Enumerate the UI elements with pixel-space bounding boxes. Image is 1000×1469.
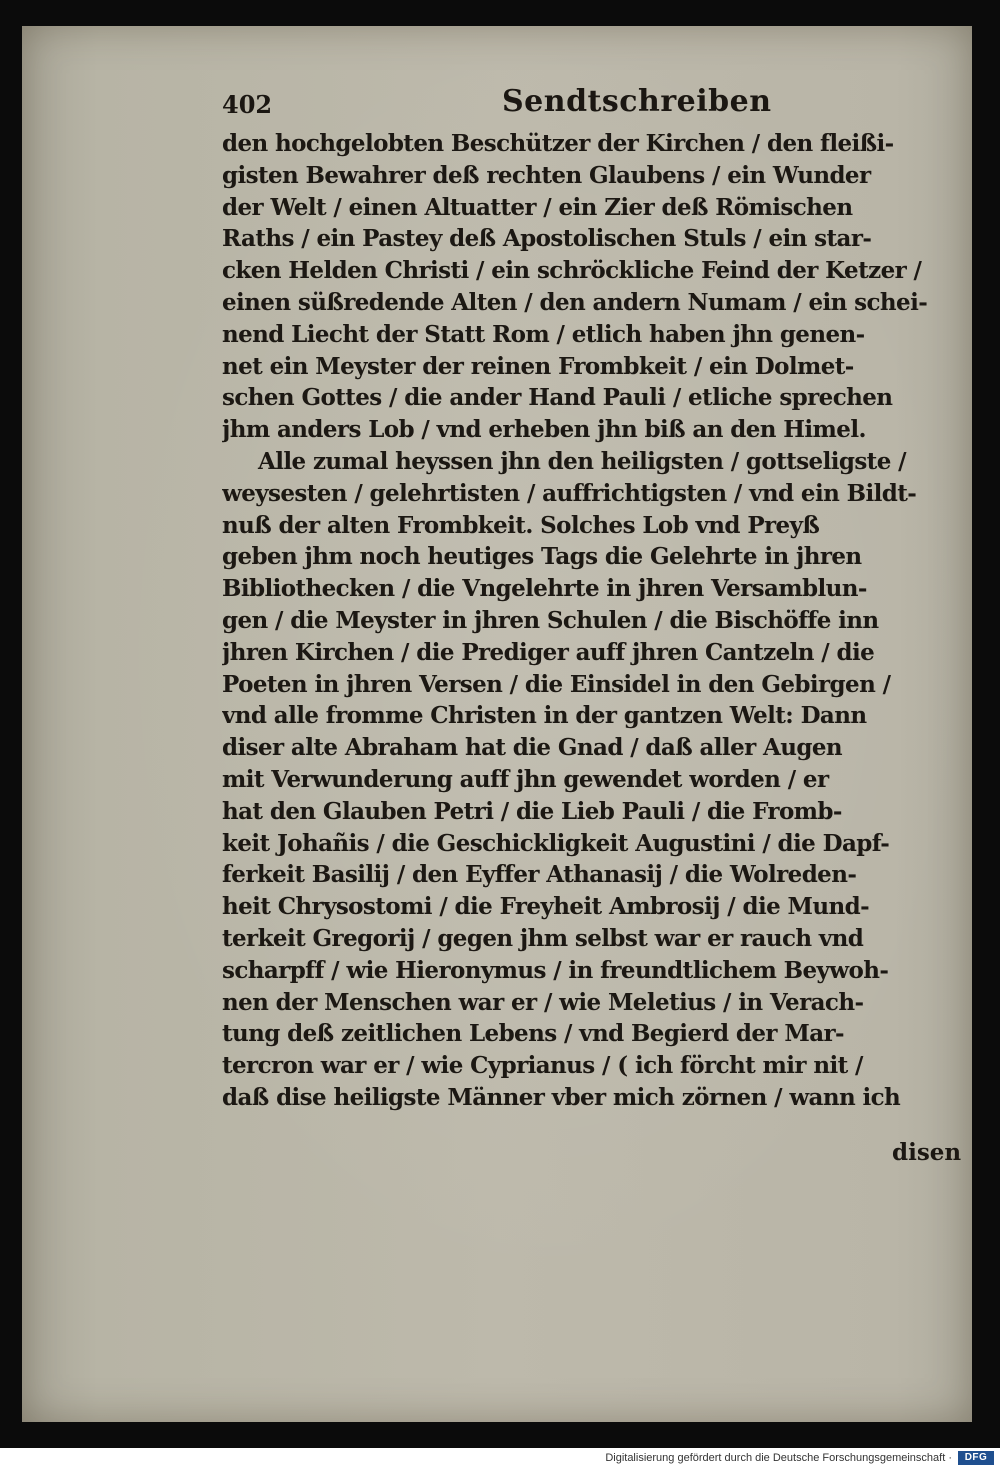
text-line: der Welt / einen Altuatter / ein Zier deß Römischen xyxy=(222,193,853,221)
text-line: terkeit Gregorij / gegen jhm selbst war er rauch vnd xyxy=(222,924,864,952)
funding-credit: Digitalisierung gefördert durch die Deutsche Forschungsgemeinschaft · xyxy=(605,1452,952,1464)
text-line: daß dise heiligste Männer vber mich zörnen / wann ich xyxy=(222,1083,901,1111)
text-line: jhren Kirchen / die Prediger auff jhren Cantzeln / die xyxy=(222,638,875,666)
text-line: net ein Meyster der reinen Frombkeit / ein Dolmet- xyxy=(222,352,854,380)
text-line: nuß der alten Frombkeit. Solches Lob vnd Preyß xyxy=(222,511,820,539)
text-line: schen Gottes / die ander Hand Pauli / etliche sprechen xyxy=(222,384,893,412)
text-line: einen süßredende Alten / den andern Numam / ein schei- xyxy=(222,288,928,316)
body-text xyxy=(222,128,952,1114)
footer-bar xyxy=(0,1448,1000,1469)
text-line: scharpff / wie Hieronymus / in freundtlichem Beywoh- xyxy=(222,956,889,984)
dfg-logo-icon: DFG xyxy=(958,1451,994,1465)
text-line: jhm anders Lob / vnd erheben jhn biß an den Himel. xyxy=(222,416,866,444)
text-line: den hochgelobten Beschützer der Kirchen / den fleißi- xyxy=(222,130,894,157)
text-line: nen der Menschen war er / wie Meletius / in Verach- xyxy=(222,988,864,1016)
text-line: keit Johañis / die Geschickligkeit Augustini / die Dapf- xyxy=(222,829,890,857)
text-line: ferkeit Basilij / den Eyffer Athanasij / die Wolreden- xyxy=(222,861,857,889)
text-line: Alle zumal heyssen jhn den heiligsten / gottseligste / xyxy=(258,447,906,475)
text-line: vnd alle fromme Christen in der gantzen Welt: Dann xyxy=(222,702,867,730)
text-line: geben jhm noch heutiges Tags die Gelehrte in jhren xyxy=(222,543,862,571)
catchword: disen xyxy=(892,1139,962,1166)
text-line: tung deß zeitlichen Lebens / vnd Begierd der Mar- xyxy=(222,1020,844,1048)
text-line: tercron war er / wie Cyprianus / ( ich förcht mir nit / xyxy=(222,1052,863,1080)
text-line: heit Chrysostomi / die Freyheit Ambrosij / die Mund- xyxy=(222,893,870,921)
text-line: mit Verwunderung auff jhn gewendet worden / er xyxy=(222,765,829,793)
text-line: Raths / ein Pastey deß Apostolischen Stuls / ein star- xyxy=(222,225,872,253)
page-number: 402 xyxy=(222,90,273,119)
text-line: hat den Glauben Petri / die Lieb Pauli / die Fromb- xyxy=(222,797,842,825)
text-line: gisten Bewahrer deß rechten Glaubens / ein Wunder xyxy=(222,161,871,189)
text-line: gen / die Meyster in jhren Schulen / die Bischöffe inn xyxy=(222,606,879,634)
text-line: nend Liecht der Statt Rom / etlich haben jhn genen- xyxy=(222,320,865,348)
book-page xyxy=(22,26,972,1422)
running-head: Sendtschreiben xyxy=(502,84,772,119)
text-line: Bibliothecken / die Vngelehrte in jhren Versamblun- xyxy=(222,575,867,603)
text-line: diser alte Abraham hat die Gnad / daß aller Augen xyxy=(222,734,843,762)
text-line: weysesten / gelehrtisten / auffrichtigsten / vnd ein Bildt- xyxy=(222,479,917,507)
text-line: Poeten in jhren Versen / die Einsidel in den Gebirgen / xyxy=(222,670,891,698)
page-header xyxy=(222,84,942,128)
text-line: cken Helden Christi / ein schröckliche Feind der Ketzer / xyxy=(222,257,922,285)
